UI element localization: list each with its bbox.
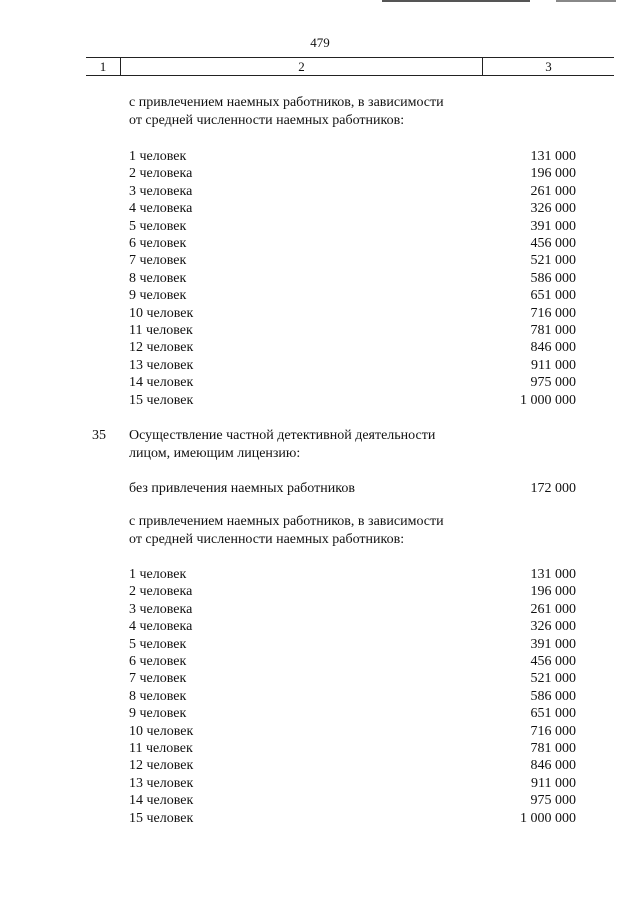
headcount-label: 4 человека bbox=[129, 201, 193, 217]
list-item bbox=[0, 375, 640, 392]
list-item bbox=[0, 689, 640, 706]
list-item bbox=[0, 149, 640, 166]
amount-value: 456 000 bbox=[530, 236, 576, 251]
amount-value: 911 000 bbox=[531, 357, 576, 373]
headcount-label: 8 человек bbox=[129, 270, 187, 286]
row-number: 35 bbox=[92, 428, 106, 443]
amount-value: 975 000 bbox=[530, 793, 576, 809]
no-hire-label: без привлечения наемных работников bbox=[129, 481, 355, 496]
amount-value: 1 000 000 bbox=[520, 810, 576, 826]
list-item bbox=[0, 706, 640, 723]
headcount-label: 8 человек bbox=[129, 688, 187, 704]
no-hire-row bbox=[0, 481, 640, 498]
amount-value: 911 000 bbox=[531, 775, 576, 791]
list-item bbox=[0, 724, 640, 741]
list-item bbox=[0, 741, 640, 758]
list-item bbox=[0, 758, 640, 775]
amount-value: 586 000 bbox=[530, 688, 576, 704]
list-item bbox=[0, 654, 640, 671]
list-item bbox=[0, 201, 640, 218]
amount-value: 131 000 bbox=[530, 149, 576, 164]
amount-value: 261 000 bbox=[530, 183, 576, 199]
headcount-label: 5 человек bbox=[129, 218, 187, 234]
list-item bbox=[0, 236, 640, 253]
no-hire-value: 172 000 bbox=[530, 481, 576, 496]
list-item bbox=[0, 619, 640, 636]
intro-line: с привлечением наемных работников, в зависимости bbox=[129, 514, 444, 529]
list-item bbox=[0, 253, 640, 270]
headcount-label: 13 человек bbox=[129, 357, 194, 373]
amount-value: 586 000 bbox=[530, 270, 576, 286]
column-header-3: 3 bbox=[545, 59, 552, 74]
amount-value: 521 000 bbox=[530, 671, 576, 687]
list-item bbox=[0, 584, 640, 601]
headcount-label: 7 человек bbox=[129, 671, 187, 687]
amount-value: 975 000 bbox=[530, 375, 576, 391]
page-number: 479 bbox=[310, 35, 330, 50]
scan-artifact-line bbox=[556, 0, 616, 2]
amount-value: 326 000 bbox=[530, 619, 576, 635]
headcount-label: 10 человек bbox=[129, 723, 194, 739]
list-item bbox=[0, 811, 640, 828]
list-item bbox=[0, 306, 640, 323]
list-item bbox=[0, 393, 640, 410]
row-title-line: лицом, имеющим лицензию: bbox=[129, 446, 301, 461]
column-header-1: 1 bbox=[86, 58, 121, 75]
headcount-label: 11 человек bbox=[129, 323, 193, 338]
amount-value: 1 000 000 bbox=[520, 392, 576, 408]
headcount-label: 4 человека bbox=[129, 619, 193, 635]
amount-value: 716 000 bbox=[530, 723, 576, 739]
list-item bbox=[0, 358, 640, 375]
headcount-label: 6 человек bbox=[129, 654, 187, 669]
amount-value: 391 000 bbox=[530, 218, 576, 234]
headcount-label: 1 человек bbox=[129, 567, 187, 582]
headcount-label: 12 человек bbox=[129, 758, 194, 774]
headcount-label: 11 человек bbox=[129, 741, 193, 756]
headcount-label: 3 человека bbox=[129, 601, 193, 617]
amount-value: 846 000 bbox=[530, 758, 576, 774]
headcount-label: 7 человек bbox=[129, 253, 187, 269]
headcount-label: 13 человек bbox=[129, 775, 194, 791]
list-item bbox=[0, 671, 640, 688]
headcount-label: 15 человек bbox=[129, 810, 194, 826]
list-item bbox=[0, 340, 640, 357]
list-item bbox=[0, 184, 640, 201]
headcount-label: 6 человек bbox=[129, 236, 187, 251]
list-item bbox=[0, 166, 640, 183]
list-item bbox=[0, 219, 640, 236]
amount-value: 456 000 bbox=[530, 654, 576, 669]
amount-value: 196 000 bbox=[530, 166, 576, 182]
intro-line: от средней численности наемных работников: bbox=[129, 113, 405, 128]
headcount-label: 1 человек bbox=[129, 149, 187, 164]
list-item bbox=[0, 776, 640, 793]
headcount-label: 14 человек bbox=[129, 793, 194, 809]
amount-value: 521 000 bbox=[530, 253, 576, 269]
list-item bbox=[0, 637, 640, 654]
amount-value: 781 000 bbox=[530, 323, 576, 338]
list-item bbox=[0, 602, 640, 619]
list-item bbox=[0, 793, 640, 810]
row-title-line: Осуществление частной детективной деятельности bbox=[129, 428, 436, 443]
amount-value: 846 000 bbox=[530, 340, 576, 356]
amount-value: 651 000 bbox=[530, 706, 576, 722]
scan-artifact-line bbox=[382, 0, 530, 2]
list-item bbox=[0, 288, 640, 305]
headcount-label: 2 человека bbox=[129, 584, 193, 600]
amount-value: 131 000 bbox=[530, 567, 576, 582]
amount-value: 196 000 bbox=[530, 584, 576, 600]
intro-line: с привлечением наемных работников, в зависимости bbox=[129, 95, 444, 110]
amount-value: 326 000 bbox=[530, 201, 576, 217]
column-header-row bbox=[86, 57, 614, 76]
headcount-label: 9 человек bbox=[129, 706, 187, 722]
column-header-2: 2 bbox=[121, 58, 483, 75]
headcount-label: 12 человек bbox=[129, 340, 194, 356]
list-item bbox=[0, 271, 640, 288]
amount-value: 781 000 bbox=[530, 741, 576, 756]
amount-value: 391 000 bbox=[530, 636, 576, 652]
amount-value: 261 000 bbox=[530, 601, 576, 617]
headcount-label: 14 человек bbox=[129, 375, 194, 391]
headcount-label: 10 человек bbox=[129, 305, 194, 321]
intro-line: от средней численности наемных работников: bbox=[129, 532, 405, 547]
headcount-label: 15 человек bbox=[129, 392, 194, 408]
headcount-label: 5 человек bbox=[129, 636, 187, 652]
headcount-label: 9 человек bbox=[129, 288, 187, 304]
headcount-label: 2 человека bbox=[129, 166, 193, 182]
list-item bbox=[0, 567, 640, 584]
list-item bbox=[0, 323, 640, 340]
headcount-label: 3 человека bbox=[129, 183, 193, 199]
amount-value: 716 000 bbox=[530, 305, 576, 321]
amount-value: 651 000 bbox=[530, 288, 576, 304]
